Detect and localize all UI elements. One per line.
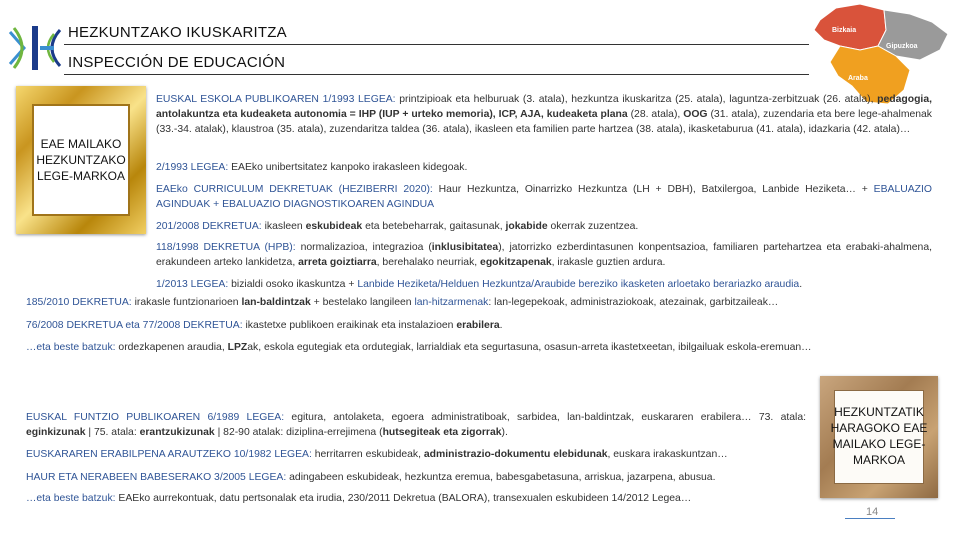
law-2-1993: 2/1993 LEGEA: EAEko unibertsitatez kanpoko irakasleen kidegoak. bbox=[156, 162, 468, 173]
law-6-1989: EUSKAL FUNTZIO PUBLIKOAREN 6/1989 LEGEA: egitura, antolaketa, egoera administratiboak, sarbidea, lan-baldintzak, euskararen erabilera… 73. atala: eginkizunak | 75. atala: erantzukizunak | 82-90 atalak: diziplina-errejimena (hutsegiteak eta zigorrak). bbox=[26, 412, 806, 438]
header-title-eu: HEZKUNTZAKO IKUSKARITZA bbox=[68, 24, 287, 41]
other-regulations-1: …eta beste batzuk: ordezkapenen araudia, LPZak, eskola egutegiak eta ordutegiak, larrialdiak eta segurtasuna, osasun-arreta ikastetxeetan, ibilgailuak eskola-eremuan… bbox=[26, 342, 812, 353]
page-number-underline bbox=[845, 518, 895, 519]
law-1-2013: 1/2013 LEGEA: bizialdi osoko ikaskuntza + Lanbide Heziketa/Helduen Hezkuntza/Araubide bereziko ikasketen arloetako berariazko araudia. bbox=[156, 279, 803, 290]
decree-201-2008: 201/2008 DEKRETUA: ikasleen eskubideak eta betebeharrak, gaitasunak, jokabide okerrak zuzentzea. bbox=[156, 221, 639, 232]
decrees-76-77-2008: 76/2008 DEKRETUA eta 77/2008 DEKRETUA: ikastetxe publikoen eraikinak eta instalazioen erabilera. bbox=[26, 320, 503, 331]
curriculum-decrees: EAEko CURRICULUM DEKRETUAK (HEZIBERRI 2020): Haur Hezkuntza, Oinarrizko Hezkuntza (LH + DBH), Batxilergoa, Lanbide Heziketa… + EBALUAZIO AGINDUAK + EBALUAZIO DIAGNOSTIKOAREN AGINDUA bbox=[156, 184, 932, 210]
header-rule-bottom bbox=[64, 74, 809, 75]
decree-118-1998: 118/1998 DEKRETUA (HPB): normalizazioa, integrazioa (inklusibitatea), jatorrizko ezberdintasunen konpentsazioa, familiaren partehartzea eta erabaki-ahalmena, erakundeen arteko lankidetza, arreta goiztiarra, berehalako neurriak, egokitzapenak, irakasle guztien ardura. bbox=[156, 242, 932, 268]
map-label-araba: Araba bbox=[848, 75, 868, 82]
wood-frame-label: HEZKUNTZATIK HARAGOKO EAE MAILAKO LEGE-MARKOA bbox=[830, 405, 928, 467]
gold-frame-label: EAE MAILAKO HEZKUNTZAKO LEGE-MARKOA bbox=[32, 104, 130, 216]
other-regulations-2: …eta beste batzuk: EAEko aurrekontuak, datu pertsonalak eta irudia, 230/2011 Dekretua (BALORA), transexualen eskubideen 14/2012 Legea… bbox=[26, 493, 692, 504]
header-title-es: INSPECCIÓN DE EDUCACIÓN bbox=[68, 54, 286, 71]
map-label-bizkaia: Bizkaia bbox=[832, 27, 857, 34]
page-number: 14 bbox=[866, 506, 879, 518]
decree-185-2010: 185/2010 DEKRETUA: irakasle funtzionarioen lan-baldintzak + bestelako langileen lan-hitzarmenak: lan-legepekoak, administraziokoak, atezainak, garbitzaileak… bbox=[26, 297, 779, 308]
law-10-1982: EUSKARAREN ERABILPENA ARAUTZEKO 10/1982 LEGEA: herritarren eskubideak, administrazio-dokumentu elebidunak, euskara irakaskuntzan… bbox=[26, 449, 728, 460]
header-rule-top bbox=[64, 44, 809, 45]
law-3-2005: HAUR ETA NERABEEN BABESERAKO 3/2005 LEGEA: adingabeen eskubideak, hezkuntza eremua, babesgabetasuna, arriskua, jazarpena, abusua. bbox=[26, 472, 716, 483]
map-label-gipuzkoa: Gipuzkoa bbox=[886, 43, 918, 50]
law-1-1993: EUSKAL ESKOLA PUBLIKOAREN 1/1993 LEGEA: printzipioak eta helburuak (3. atala), hezkuntza ikuskaritza (25. atala), laguntza-zerbitzuak (26. atala), pedagogia, antolakuntza eta kudeaketa autonomia = IHP (IUP + urteko memoria), ICP, AJA, kudeaketa plana (28. atala), OOG (31. atala), zuzendaria eta bere lege-ahalmenak (33.-34. atalak), klaustroa (35. atala), zuzendaritza taldea (36. atala), ikasleen eta familien parte hartzea (38. atala), ikasketaburua (41. atala), idazkaria (42. atala)… bbox=[156, 94, 933, 135]
gold-picture-frame bbox=[16, 86, 146, 234]
inspection-logo bbox=[4, 20, 66, 76]
